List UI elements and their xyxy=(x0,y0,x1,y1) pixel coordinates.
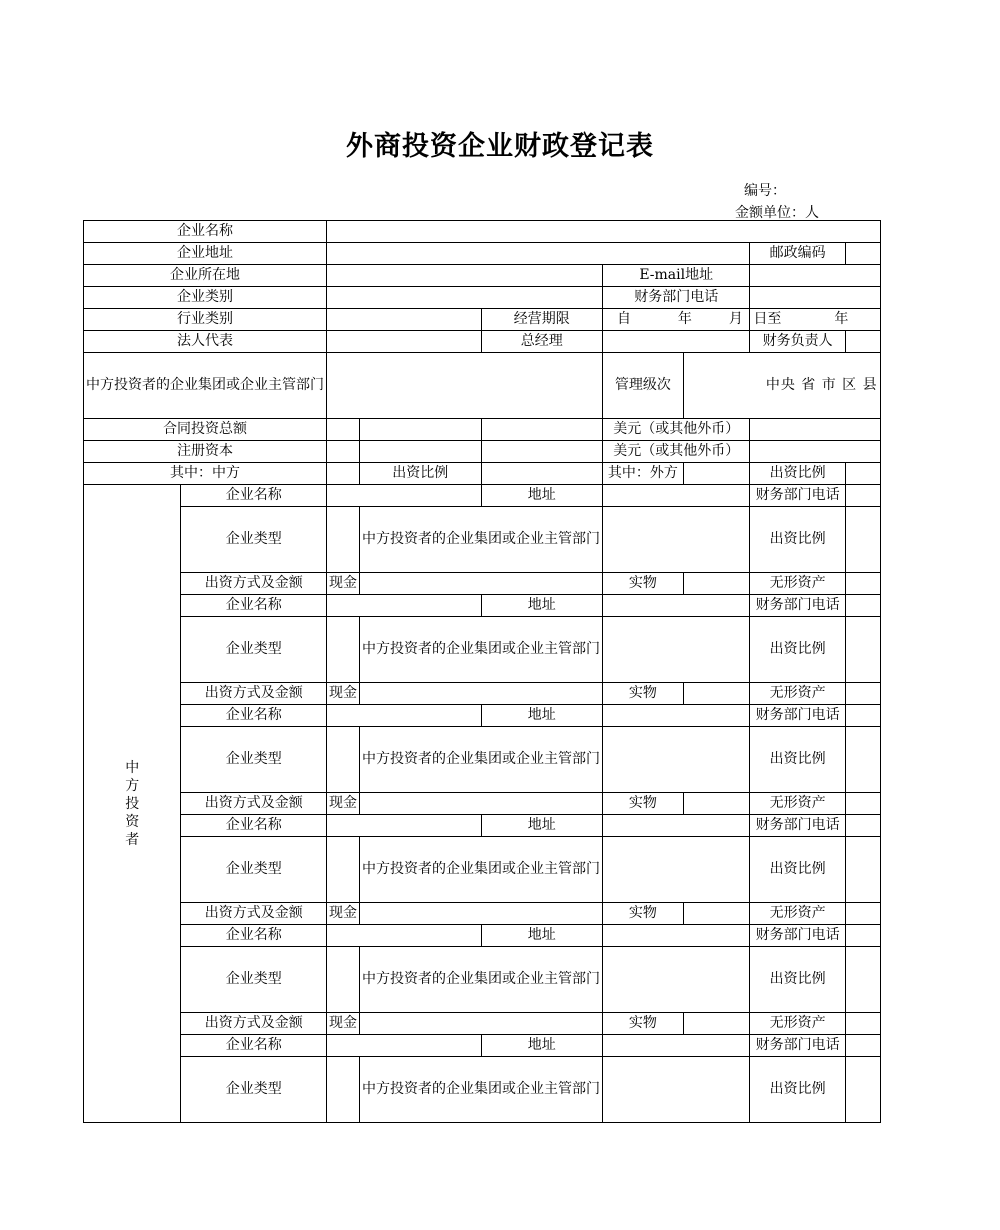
investor-6-phone-label: 财务部门电话 xyxy=(750,1035,845,1057)
investor-3-ratio-label: 出资比例 xyxy=(750,727,845,793)
investor-5-type-row xyxy=(84,947,881,1013)
industry-label: 行业类别 xyxy=(84,309,327,331)
investor-2-name-field[interactable] xyxy=(327,595,482,617)
registered-capital-label: 注册资本 xyxy=(84,441,327,463)
investor-1-intangible-field[interactable] xyxy=(845,573,880,595)
of-which-foreign-label: 其中：外方 xyxy=(603,463,684,485)
investor-5-phone-label: 财务部门电话 xyxy=(750,925,845,947)
registered-capital-field-2[interactable] xyxy=(360,441,482,463)
investor-5-name-label: 企业名称 xyxy=(181,925,327,947)
chinese-group-field[interactable] xyxy=(327,353,603,419)
business-term-end[interactable] xyxy=(750,309,880,331)
general-manager-field[interactable] xyxy=(603,331,750,353)
investor-2-type-label: 企业类型 xyxy=(181,617,327,683)
row-of-which xyxy=(84,463,881,485)
investor-5-type-label: 企业类型 xyxy=(181,947,327,1013)
investor-5-cash-field[interactable] xyxy=(360,1013,603,1035)
investor-1-group-label: 中方投资者的企业集团或企业主管部门 xyxy=(360,507,603,573)
investor-4-name-label: 企业名称 xyxy=(181,815,327,837)
investor-3-phone-field[interactable] xyxy=(845,705,880,727)
investor-6-group-field[interactable] xyxy=(603,1057,750,1123)
row-company-name xyxy=(84,221,881,243)
investor-5-ratio-label: 出资比例 xyxy=(750,947,845,1013)
investor-3-physical-label: 实物 xyxy=(603,793,684,815)
investor-2-cash-label: 现金 xyxy=(327,683,360,705)
investor-6-name-row xyxy=(84,1035,881,1057)
investor-5-group-field[interactable] xyxy=(603,947,750,1013)
investor-2-method-row xyxy=(84,683,881,705)
investor-4-ratio-field[interactable] xyxy=(845,837,880,903)
investor-4-intangible-field[interactable] xyxy=(845,903,880,925)
investor-4-address-field[interactable] xyxy=(603,815,750,837)
email-field[interactable] xyxy=(750,265,880,287)
investor-4-name-row xyxy=(84,815,881,837)
row-contract-total xyxy=(84,419,881,441)
business-term-start[interactable] xyxy=(603,309,750,331)
investor-3-cash-field[interactable] xyxy=(360,793,603,815)
investor-2-group-label: 中方投资者的企业集团或企业主管部门 xyxy=(360,617,603,683)
investor-5-address-label: 地址 xyxy=(481,925,603,947)
investor-6-ratio-label: 出资比例 xyxy=(750,1057,845,1123)
investor-1-intangible-label: 无形资产 xyxy=(750,573,845,595)
investor-1-phone-field[interactable] xyxy=(845,485,880,507)
investor-6-group-label: 中方投资者的企业集团或企业主管部门 xyxy=(360,1057,603,1123)
investor-4-physical-label: 实物 xyxy=(603,903,684,925)
investor-3-type-field[interactable] xyxy=(327,727,360,793)
investor-1-physical-field[interactable] xyxy=(683,573,750,595)
row-location xyxy=(84,265,881,287)
row-registered-capital xyxy=(84,441,881,463)
investor-2-type-field[interactable] xyxy=(327,617,360,683)
investor-2-group-field[interactable] xyxy=(603,617,750,683)
investor-2-method-label: 出资方式及金额 xyxy=(181,683,327,705)
amount-unit-label: 金额单位：人 xyxy=(735,205,819,221)
investor-4-physical-field[interactable] xyxy=(683,903,750,925)
investor-2-physical-label: 实物 xyxy=(603,683,684,705)
investor-5-cash-label: 现金 xyxy=(327,1013,360,1035)
investor-2-cash-field[interactable] xyxy=(360,683,603,705)
investor-1-ratio-label: 出资比例 xyxy=(750,507,845,573)
legal-rep-field[interactable] xyxy=(327,331,482,353)
location-field[interactable] xyxy=(327,265,603,287)
investor-4-type-field[interactable] xyxy=(327,837,360,903)
investor-2-address-field[interactable] xyxy=(603,595,750,617)
investor-1-type-field[interactable] xyxy=(327,507,360,573)
investor-3-phone-label: 财务部门电话 xyxy=(750,705,845,727)
investor-3-intangible-label: 无形资产 xyxy=(750,793,845,815)
investor-5-name-field[interactable] xyxy=(327,925,482,947)
investor-4-ratio-label: 出资比例 xyxy=(750,837,845,903)
investor-3-physical-field[interactable] xyxy=(683,793,750,815)
row-chinese-group xyxy=(84,353,881,419)
investor-5-name-row xyxy=(84,925,881,947)
investor-2-intangible-field[interactable] xyxy=(845,683,880,705)
investor-2-ratio-label: 出资比例 xyxy=(750,617,845,683)
contract-total-field-3[interactable] xyxy=(481,419,603,441)
form-title: 外商投资企业财政登记表 xyxy=(346,131,654,162)
registered-usd-label: 美元（或其他外币） xyxy=(603,441,750,463)
investor-1-name-label: 企业名称 xyxy=(181,485,327,507)
investor-4-intangible-label: 无形资产 xyxy=(750,903,845,925)
general-manager-label: 总经理 xyxy=(481,331,603,353)
foreign-ratio-label: 出资比例 xyxy=(750,463,845,485)
industry-field[interactable] xyxy=(327,309,482,331)
investor-1-type-row xyxy=(84,507,881,573)
finance-head-field[interactable] xyxy=(845,331,880,353)
investor-1-name-field[interactable] xyxy=(327,485,482,507)
category-label: 企业类别 xyxy=(84,287,327,309)
investor-1-group-field[interactable] xyxy=(603,507,750,573)
term-year-text: 年 xyxy=(677,311,692,327)
of-which-chinese-field[interactable] xyxy=(327,463,360,485)
investor-1-cash-label: 现金 xyxy=(327,573,360,595)
company-name-label: 企业名称 xyxy=(84,221,327,243)
mgmt-level-options[interactable]: 中央 省 市 区 县 xyxy=(683,353,880,419)
investor-4-type-row xyxy=(84,837,881,903)
row-industry xyxy=(84,309,881,331)
investor-1-address-label: 地址 xyxy=(481,485,603,507)
investor-1-method-label: 出资方式及金额 xyxy=(181,573,327,595)
row-company-address xyxy=(84,243,881,265)
investor-3-method-label: 出资方式及金额 xyxy=(181,793,327,815)
investor-4-group-label: 中方投资者的企业集团或企业主管部门 xyxy=(360,837,603,903)
investor-5-method-label: 出资方式及金额 xyxy=(181,1013,327,1035)
legal-rep-label: 法人代表 xyxy=(84,331,327,353)
investor-6-name-label: 企业名称 xyxy=(181,1035,327,1057)
investor-4-cash-label: 现金 xyxy=(327,903,360,925)
of-which-foreign-field[interactable] xyxy=(683,463,750,485)
chinese-group-label: 中方投资者的企业集团或企业主管部门 xyxy=(84,353,327,419)
finance-phone-field[interactable] xyxy=(750,287,880,309)
row-legal-rep xyxy=(84,331,881,353)
investor-5-intangible-field[interactable] xyxy=(845,1013,880,1035)
investor-3-name-row xyxy=(84,705,881,727)
investor-6-type-field[interactable] xyxy=(327,1057,360,1123)
foreign-ratio-field[interactable] xyxy=(845,463,880,485)
investor-1-name-row xyxy=(84,485,881,507)
category-field[interactable] xyxy=(327,287,603,309)
investor-2-intangible-label: 无形资产 xyxy=(750,683,845,705)
investor-3-group-field[interactable] xyxy=(603,727,750,793)
investor-3-name-label: 企业名称 xyxy=(181,705,327,727)
investor-2-address-label: 地址 xyxy=(481,595,603,617)
investor-5-physical-label: 实物 xyxy=(603,1013,684,1035)
postal-code-label: 邮政编码 xyxy=(750,243,845,265)
investor-3-address-label: 地址 xyxy=(481,705,603,727)
contract-usd-label: 美元（或其他外币） xyxy=(603,419,750,441)
investor-4-method-label: 出资方式及金额 xyxy=(181,903,327,925)
investor-2-phone-field[interactable] xyxy=(845,595,880,617)
investor-3-cash-label: 现金 xyxy=(327,793,360,815)
investor-5-ratio-field[interactable] xyxy=(845,947,880,1013)
company-address-field[interactable] xyxy=(327,243,750,265)
investor-2-type-row xyxy=(84,617,881,683)
investor-1-type-label: 企业类型 xyxy=(181,507,327,573)
chinese-ratio-label: 出资比例 xyxy=(360,463,482,485)
investor-1-cash-field[interactable] xyxy=(360,573,603,595)
contract-total-label: 合同投资总额 xyxy=(84,419,327,441)
investor-4-type-label: 企业类型 xyxy=(181,837,327,903)
investor-5-intangible-label: 无形资产 xyxy=(750,1013,845,1035)
investor-2-physical-field[interactable] xyxy=(683,683,750,705)
company-address-label: 企业地址 xyxy=(84,243,327,265)
investor-5-group-label: 中方投资者的企业集团或企业主管部门 xyxy=(360,947,603,1013)
investor-4-name-field[interactable] xyxy=(327,815,482,837)
number-label: 编号： xyxy=(744,183,786,199)
mgmt-level-label: 管理级次 xyxy=(603,353,684,419)
of-which-chinese-label: 其中：中方 xyxy=(84,463,327,485)
email-label: E-mail地址 xyxy=(603,265,750,287)
investor-4-phone-label: 财务部门电话 xyxy=(750,815,845,837)
investor-5-method-row xyxy=(84,1013,881,1035)
registered-capital-field-1[interactable] xyxy=(327,441,360,463)
investor-3-method-row xyxy=(84,793,881,815)
investor-5-address-field[interactable] xyxy=(603,925,750,947)
investor-3-intangible-field[interactable] xyxy=(845,793,880,815)
registered-usd-field[interactable] xyxy=(750,441,880,463)
company-name-field[interactable] xyxy=(327,221,881,243)
term-month-text: 月 xyxy=(728,311,743,327)
investor-2-name-label: 企业名称 xyxy=(181,595,327,617)
investor-5-phone-field[interactable] xyxy=(845,925,880,947)
term-year2-text: 年 xyxy=(834,311,849,327)
investor-5-type-field[interactable] xyxy=(327,947,360,1013)
investor-6-address-field[interactable] xyxy=(603,1035,750,1057)
finance-head-label: 财务负责人 xyxy=(750,331,845,353)
investor-6-type-label: 企业类型 xyxy=(181,1057,327,1123)
investor-4-group-field[interactable] xyxy=(603,837,750,903)
investor-1-address-field[interactable] xyxy=(603,485,750,507)
finance-phone-label: 财务部门电话 xyxy=(603,287,750,309)
investor-1-ratio-field[interactable] xyxy=(845,507,880,573)
investor-6-type-row xyxy=(84,1057,881,1123)
term-day-to-text: 日至 xyxy=(753,311,782,327)
investor-4-phone-field[interactable] xyxy=(845,815,880,837)
row-category xyxy=(84,287,881,309)
investor-4-method-row xyxy=(84,903,881,925)
investor-2-name-row xyxy=(84,595,881,617)
contract-usd-field[interactable] xyxy=(750,419,880,441)
contract-total-field-2[interactable] xyxy=(360,419,482,441)
investor-6-phone-field[interactable] xyxy=(845,1035,880,1057)
investor-3-ratio-field[interactable] xyxy=(845,727,880,793)
investor-5-physical-field[interactable] xyxy=(683,1013,750,1035)
investor-4-cash-field[interactable] xyxy=(360,903,603,925)
investor-1-method-row xyxy=(84,573,881,595)
investor-4-address-label: 地址 xyxy=(481,815,603,837)
location-label: 企业所在地 xyxy=(84,265,327,287)
business-term-label: 经营期限 xyxy=(481,309,603,331)
investor-3-type-label: 企业类型 xyxy=(181,727,327,793)
chinese-investor-section-label: 中方投资者 xyxy=(84,485,181,1123)
investor-2-ratio-field[interactable] xyxy=(845,617,880,683)
investor-6-address-label: 地址 xyxy=(481,1035,603,1057)
chinese-ratio-field[interactable] xyxy=(481,463,603,485)
investor-3-type-row xyxy=(84,727,881,793)
investor-3-name-field[interactable] xyxy=(327,705,482,727)
postal-code-field[interactable] xyxy=(845,243,880,265)
registration-form-table xyxy=(83,220,881,1123)
investor-1-phone-label: 财务部门电话 xyxy=(750,485,845,507)
contract-total-field-1[interactable] xyxy=(327,419,360,441)
investor-6-ratio-field[interactable] xyxy=(845,1057,880,1123)
investor-6-name-field[interactable] xyxy=(327,1035,482,1057)
term-from-text: 自 xyxy=(617,311,631,327)
investor-2-phone-label: 财务部门电话 xyxy=(750,595,845,617)
registered-capital-field-3[interactable] xyxy=(481,441,603,463)
investor-1-physical-label: 实物 xyxy=(603,573,684,595)
investor-3-group-label: 中方投资者的企业集团或企业主管部门 xyxy=(360,727,603,793)
investor-3-address-field[interactable] xyxy=(603,705,750,727)
